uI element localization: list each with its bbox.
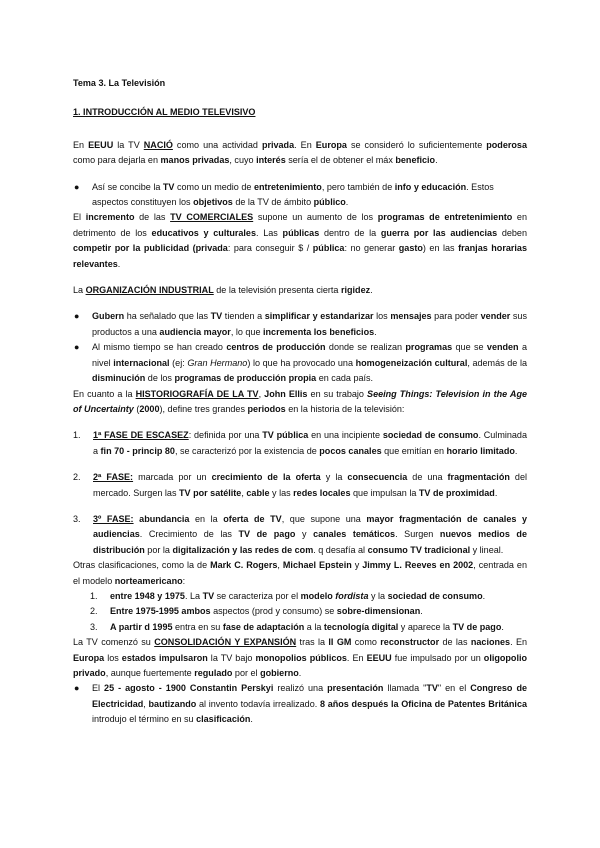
- list-item: ● Así se concibe la TV como un medio de entretenimiento, pero también de info y educación. Estos aspectos constituyen los objetivos de la TV de ámbito público.: [74, 181, 494, 208]
- bullet-list-tv-public: [73, 180, 527, 211]
- rogers-periods-list: [73, 589, 527, 635]
- bullet-icon: ●: [74, 342, 80, 353]
- bullet-icon: ●: [74, 683, 80, 694]
- paragraph-organizacion: La ORGANIZACIÓN INDUSTRIAL de la televisión presenta cierta rigidez.: [73, 285, 373, 296]
- paragraph-otras-clasificaciones: Otras clasificaciones, como la de Mark C. Rogers, Michael Epstein y Jimmy L. Reeves en 2002, centrada en el modelo norteamericano:: [73, 560, 527, 586]
- document-page: [73, 76, 527, 728]
- list-item: 3. A partir d 1995 entra en su fase de adaptación a la tecnología digital y aparece la TV de pago.: [90, 621, 504, 632]
- list-item: 3. 3º FASE: abundancia en la oferta de TV, que supone una mayor fragmentación de canales y audiencias. Crecimiento de las TV de pago y canales temáticos. Surgen nuevos medios de distribución por la digitalización y las redes de com. q desafía al consumo TV tradicional y lineal.: [73, 513, 527, 555]
- paragraph-consolidacion: La TV comenzó su CONSOLIDACIÓN Y EXPANSIÓN tras la II GM como reconstructor de las naciones. En Europa los estados impulsaron la TV bajo monopolios públicos. En EEUU fue impulsado por un oligopolio privado, aunque fuertemente regulado por el gobierno.: [73, 637, 528, 678]
- bullet-list-organizacion: [73, 309, 527, 386]
- list-item: 1. 1ª FASE DE ESCASEZ: definida por una TV pública en una incipiente sociedad de consumo. Culminada a fin 70 - princip 80, se caracterizó por la existencia de pocos canales que emitían en horario limitado.: [73, 430, 527, 456]
- section-heading: 1. INTRODUCCIÓN AL MEDIO TELEVISIVO: [73, 107, 256, 118]
- bullet-icon: ●: [74, 311, 80, 322]
- bullet-icon: ●: [74, 181, 80, 192]
- list-item: 2. Entre 1975-1995 ambos aspectos (prod y consumo) se sobre-dimensionan.: [90, 606, 423, 617]
- paragraph-historiografia: En cuanto a la HISTORIOGRAFÍA DE LA TV, John Ellis en su trabajo Seeing Things: Television in the Age of Uncertainty (2000), define tres grandes periodos en la historia de la televisión:: [73, 388, 528, 414]
- list-item: ● El 25 - agosto - 1900 Constantin Perskyi realizó una presentación llamada "TV" en el Congreso de Electricidad, bautizando al invento todavía irrealizado. 8 años después la Oficina de Patentes Británica introdujo el término en su clasificación.: [74, 683, 528, 725]
- list-item: ● Gubern ha señalado que las TV tienden a simplificar y estandarizar los mensajes para poder vender sus productos a una audiencia mayor, lo que incrementa los beneficios.: [74, 311, 527, 337]
- list-item: 2. 2ª FASE: marcada por un crecimiento de la oferta y la consecuencia de una fragmentación del mercado. Surgen las TV por satélite, cable y las redes locales que impulsan la TV de proximidad.: [73, 472, 527, 498]
- bullet-list-perskyi: [73, 681, 527, 727]
- list-item: ● Al mismo tiempo se han creado centros de producción donde se realizan programas que se venden a nivel internacional (ej: Gran Hermano) lo que ha provocado una homogeneización cultural, además de la disminución de los programas de producción propia en cada país.: [74, 342, 527, 384]
- phases-list: [73, 428, 527, 558]
- doc-title: Tema 3. La Televisión: [73, 78, 166, 88]
- list-item: 1. entre 1948 y 1975. La TV se caracteriza por el modelo fordista y la sociedad de consumo.: [90, 590, 486, 601]
- paragraph-intro: En EEUU la TV NACIÓ como una actividad privada. En Europa se consideró lo suficientemente poderosa como para dejarla en manos privadas, cuyo interés sería el de obtener el máx beneficio.: [73, 139, 527, 166]
- paragraph-tv-comerciales: El incremento de las TV COMERCIALES supone un aumento de los programas de entretenimiento en detrimento de los educativos y culturales. Las públicas dentro de la guerra por las audiencias deben competir por la publicidad (privada: para conseguir $ / pública: no generar gasto) en las franjas horarias relevantes.: [73, 212, 527, 269]
